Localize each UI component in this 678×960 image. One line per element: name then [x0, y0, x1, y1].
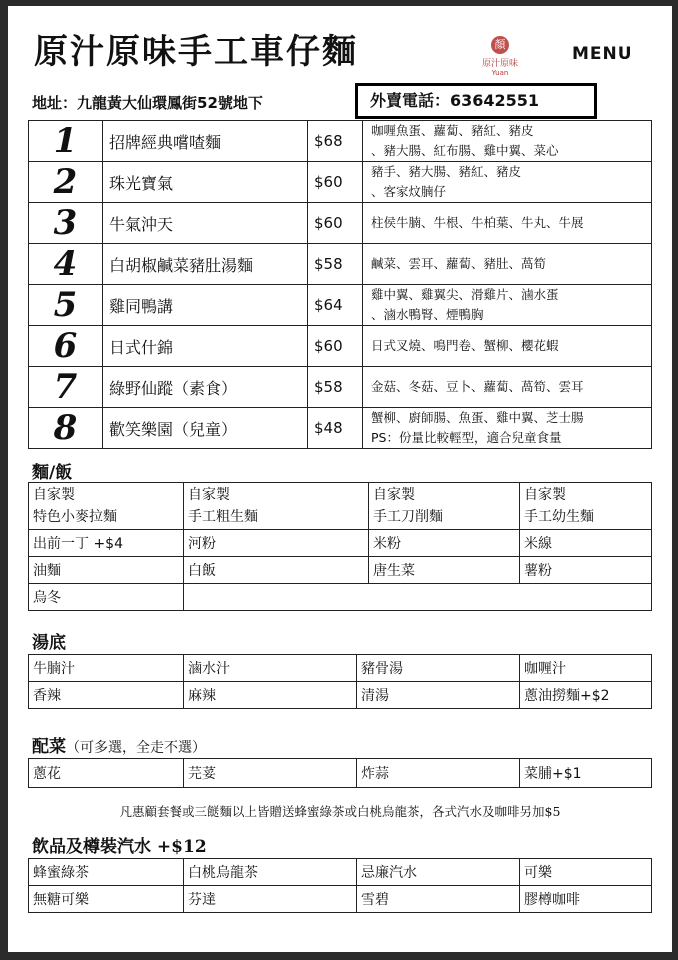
drink-option[interactable]: 芬達 — [184, 886, 357, 913]
soup-option[interactable]: 香辣 — [29, 682, 184, 709]
noodle-set-ingredients — [363, 203, 652, 244]
side-subtitle: （可多選，全走不選） — [66, 740, 206, 756]
ingredient-line: PS：份量比較輕型，適合兒童食量 — [371, 430, 562, 445]
drink-option[interactable]: 蜂蜜綠茶 — [29, 859, 184, 886]
noodle-option[interactable]: 出前一丁 +$4 — [29, 530, 184, 557]
noodle-set-price: $48 — [308, 408, 363, 449]
soup-section-title: 湯底 — [32, 633, 66, 653]
noodle-set-name: 白胡椒鹹菜豬肚湯麵 — [103, 244, 308, 285]
noodle-set-price: $58 — [308, 367, 363, 408]
logo-text: 原汁原味 — [481, 59, 518, 69]
noodle-set-number: 3 — [29, 203, 103, 244]
noodle-set-ingredients — [363, 326, 652, 367]
ingredient-line: 、豬大腸、紅布腸、雞中翼、菜心 — [371, 143, 559, 158]
noodle-set-name: 日式什錦 — [103, 326, 308, 367]
noodle-set-ingredients — [363, 121, 652, 162]
noodle-set-row[interactable] — [29, 326, 652, 367]
noodle-rice-table — [28, 482, 652, 611]
noodle-option[interactable]: 米線 — [520, 530, 652, 557]
noodle-set-ingredients — [363, 408, 652, 449]
noodle-set-number: 4 — [29, 244, 103, 285]
soup-option[interactable]: 咖喱汁 — [520, 655, 652, 682]
noodle-set-price: $60 — [308, 162, 363, 203]
noodle-option[interactable]: 烏冬 — [29, 584, 184, 611]
noodle-option[interactable]: 唐生菜 — [369, 557, 520, 584]
noodle-set-row[interactable] — [29, 121, 652, 162]
logo-mark-icon: 顏 — [491, 36, 509, 54]
soup-option[interactable]: 清湯 — [357, 682, 520, 709]
noodle-set-row[interactable] — [29, 162, 652, 203]
side-option[interactable]: 蔥花 — [29, 759, 184, 788]
noodle-option[interactable]: 白飯 — [184, 557, 369, 584]
noodle-option[interactable]: 自家製 手工粗生麵 — [184, 483, 369, 530]
noodle-set-number: 7 — [29, 367, 103, 408]
soup-option[interactable]: 牛腩汁 — [29, 655, 184, 682]
ingredient-line: 蟹柳、廚師腸、魚蛋、雞中翼、芝士腸 — [371, 410, 584, 425]
noodle-option[interactable]: 自家製 手工幼生麵 — [520, 483, 652, 530]
logo-subtext: Yuan — [491, 69, 509, 77]
ingredient-line: 、客家炆腩仔 — [371, 184, 447, 199]
soup-option[interactable]: 麻辣 — [184, 682, 357, 709]
noodle-set-name: 雞同鴨講 — [103, 285, 308, 326]
side-option[interactable]: 炸蒜 — [357, 759, 520, 788]
empty-cell — [184, 584, 652, 611]
drink-option[interactable]: 無糖可樂 — [29, 886, 184, 913]
noodle-option[interactable]: 自家製 特色小麥拉麵 — [29, 483, 184, 530]
noodle-set-number: 6 — [29, 326, 103, 367]
noodle-set-price: $64 — [308, 285, 363, 326]
noodle-set-ingredients — [363, 244, 652, 285]
side-title: 配菜 — [32, 737, 66, 757]
ingredient-line: 雞中翼、雞翼尖、滑雞片、滷水蛋 — [371, 287, 559, 302]
soup-option[interactable]: 蔥油撈麵+$2 — [520, 682, 652, 709]
noodle-set-name: 珠光寶氣 — [103, 162, 308, 203]
noodle-set-ingredients — [363, 367, 652, 408]
noodle-option[interactable]: 自家製 手工刀削麵 — [369, 483, 520, 530]
noodle-set-name: 招牌經典嚐喳麵 — [103, 121, 308, 162]
ingredient-line: 鹹菜、雲耳、蘿蔔、豬肚、萵筍 — [371, 256, 547, 271]
noodle-set-price: $58 — [308, 244, 363, 285]
noodle-set-row[interactable] — [29, 408, 652, 449]
ingredient-line: 豬手、豬大腸、豬紅、豬皮 — [371, 164, 522, 179]
noodle-set-name: 綠野仙蹤（素食） — [103, 367, 308, 408]
ingredient-line: 咖喱魚蛋、蘿蔔、豬紅、豬皮 — [371, 123, 534, 138]
drink-option[interactable]: 忌廉汽水 — [357, 859, 520, 886]
noodle-set-price: $68 — [308, 121, 363, 162]
soup-table — [28, 654, 652, 709]
noodle-set-name: 牛氣沖天 — [103, 203, 308, 244]
ingredient-line: 日式叉燒、鳴門卷、蟹柳、櫻花蝦 — [371, 338, 559, 353]
noodle-option[interactable]: 米粉 — [369, 530, 520, 557]
noodle-set-row[interactable] — [29, 367, 652, 408]
soup-option[interactable]: 滷水汁 — [184, 655, 357, 682]
delivery-phone[interactable]: 外賣電話：63642551 — [355, 83, 597, 119]
drink-option[interactable]: 膠樽咖啡 — [520, 886, 652, 913]
noodle-set-number: 1 — [29, 121, 103, 162]
noodle-set-ingredients — [363, 162, 652, 203]
noodle-set-name: 歡笑樂園（兒童） — [103, 408, 308, 449]
menu-page — [8, 6, 672, 952]
menu-label: MENU — [572, 44, 633, 64]
ingredient-line: 柱侯牛腩、牛根、牛柏葉、牛丸、牛展 — [371, 215, 584, 230]
noodle-rice-section-title: 麵/飯 — [32, 463, 73, 483]
side-option[interactable]: 芫荽 — [184, 759, 357, 788]
noodle-set-number: 2 — [29, 162, 103, 203]
address: 地址：九龍黃大仙環鳳街52號地下 — [32, 94, 263, 112]
noodle-set-ingredients — [363, 285, 652, 326]
restaurant-logo — [470, 36, 530, 77]
ingredient-line: 金菇、冬菇、豆卜、蘿蔔、萵筍、雲耳 — [371, 379, 584, 394]
side-option[interactable]: 菜脯+$1 — [520, 759, 652, 788]
set-meal-note: 凡惠顧套餐或三餸麵以上皆贈送蜂蜜綠茶或白桃烏龍茶，各式汽水及咖啡另加$5 — [119, 804, 561, 819]
drink-option[interactable]: 雪碧 — [357, 886, 520, 913]
noodle-option[interactable]: 河粉 — [184, 530, 369, 557]
ingredient-line: 、滷水鴨腎、煙鴨胸 — [371, 307, 484, 322]
noodle-set-row[interactable] — [29, 203, 652, 244]
side-table — [28, 758, 652, 788]
noodle-set-price: $60 — [308, 203, 363, 244]
soup-option[interactable]: 豬骨湯 — [357, 655, 520, 682]
side-section-title — [32, 732, 206, 757]
drink-table — [28, 858, 652, 913]
signature-noodles-table — [28, 120, 652, 449]
drink-option[interactable]: 白桃烏龍茶 — [184, 859, 357, 886]
noodle-option[interactable]: 薯粉 — [520, 557, 652, 584]
drink-section-title: 飲品及樽裝汽水 +$12 — [32, 837, 207, 857]
noodle-set-number: 8 — [29, 408, 103, 449]
noodle-set-row[interactable] — [29, 244, 652, 285]
noodle-set-row[interactable] — [29, 285, 652, 326]
drink-option[interactable]: 可樂 — [520, 859, 652, 886]
noodle-set-price: $60 — [308, 326, 363, 367]
restaurant-title: 原汁原味手工車仔麵 — [34, 32, 358, 72]
noodle-set-number: 5 — [29, 285, 103, 326]
noodle-option[interactable]: 油麵 — [29, 557, 184, 584]
